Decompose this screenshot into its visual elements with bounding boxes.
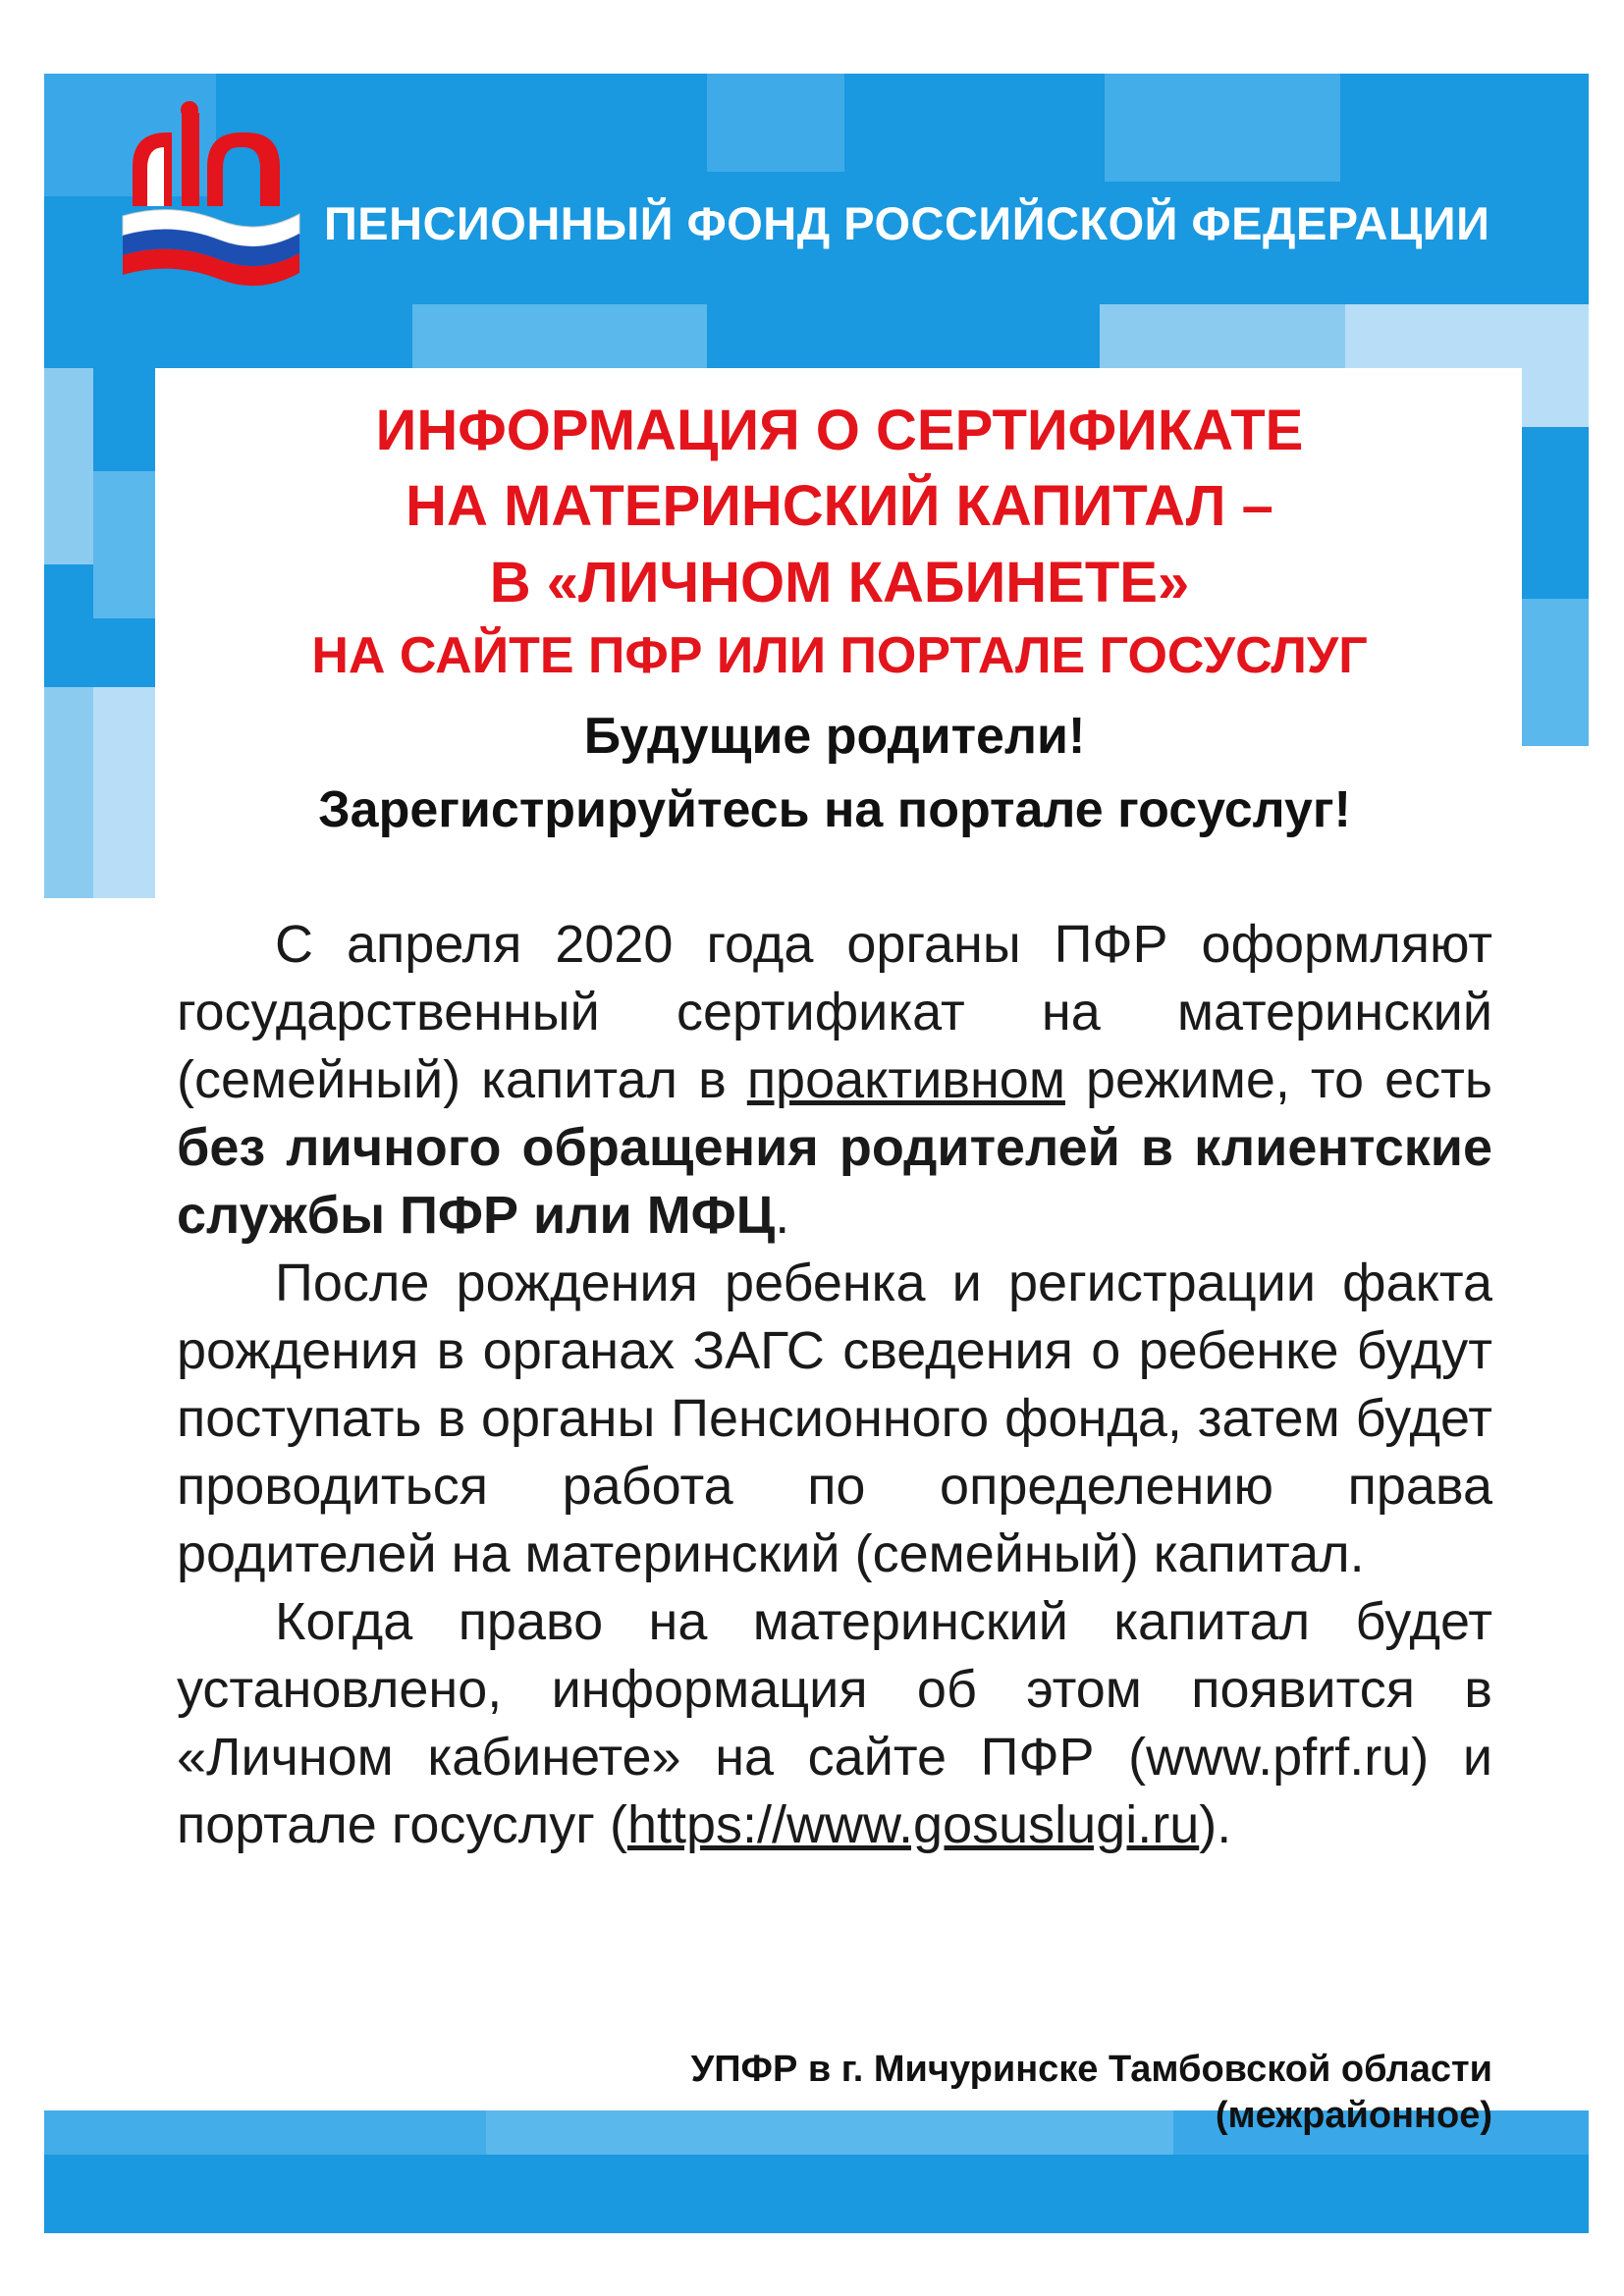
subtitle-line-2: Зарегистрируйтесь на портале госуслуг!	[318, 781, 1351, 838]
header-tile	[1105, 74, 1340, 182]
pfr-logo	[113, 98, 309, 304]
title-line-4: НА САЙТЕ ПФР ИЛИ ПОРТАЛЕ ГОСУСЛУГ	[311, 627, 1368, 684]
proactive-underlined: проактивном	[746, 1050, 1065, 1109]
pfr-logo-graphic	[113, 98, 309, 304]
p1-text: С апреля 2020 года органы ПФР оформляют государственный сертификат на материнский (семейный) капитал в	[177, 915, 1492, 1109]
header-tile	[1100, 304, 1345, 368]
side-tile	[44, 368, 93, 564]
body-text	[177, 911, 1492, 1859]
side-tile	[1522, 368, 1589, 427]
p1-text-cont: режиме, то есть	[1064, 1050, 1492, 1109]
gosuslugi-link[interactable]: https://www.gosuslugi.ru	[626, 1795, 1200, 1854]
title-line-1: ИНФОРМАЦИЯ О СЕРТИФИКАТЕ	[375, 399, 1304, 462]
p1-bold: без личного обращения родителей в клиентские службы ПФР или МФЦ	[177, 1118, 1492, 1245]
signature-line-1: УПФР в г. Мичуринске Тамбовской области	[690, 2049, 1492, 2090]
header-tile	[1345, 304, 1589, 368]
header-tile	[412, 304, 707, 368]
signature-line-2-overlay: (межрайонное)	[1215, 2095, 1492, 2136]
paragraph-2: После рождения ребенка и регистрации факта рождения в органах ЗАГС сведения о ребенке будут поступать в органы Пенсионного фонда, затем будет проводиться работа по определению права родителей на материнский (семейный) капитал.	[177, 1254, 1492, 1583]
org-name: ПЕНСИОННЫЙ ФОНД РОССИЙСКОЙ ФЕДЕРАЦИИ	[324, 197, 1490, 249]
title-line-3: В «ЛИЧНОМ КАБИНЕТЕ»	[489, 551, 1190, 614]
paragraph-3	[177, 1588, 1492, 1859]
header-tile	[707, 74, 844, 172]
side-tile	[93, 471, 155, 618]
p3-end: ).	[1199, 1795, 1232, 1854]
paragraph-1	[177, 911, 1492, 1250]
p1-end: .	[775, 1186, 790, 1245]
p3-text: Когда право на материнский капитал будет установлено, информация об этом появится в «Личном кабинете» на сайте ПФР (www.pfrf.ru) и портале госуслуг (	[177, 1592, 1492, 1854]
footer-tile	[44, 2110, 486, 2155]
title-line-2: НА МАТЕРИНСКИЙ КАПИТАЛ –	[406, 474, 1273, 538]
subtitle-line-1: Будущие родители!	[583, 708, 1086, 765]
signature-overlay	[491, 2093, 1492, 2139]
